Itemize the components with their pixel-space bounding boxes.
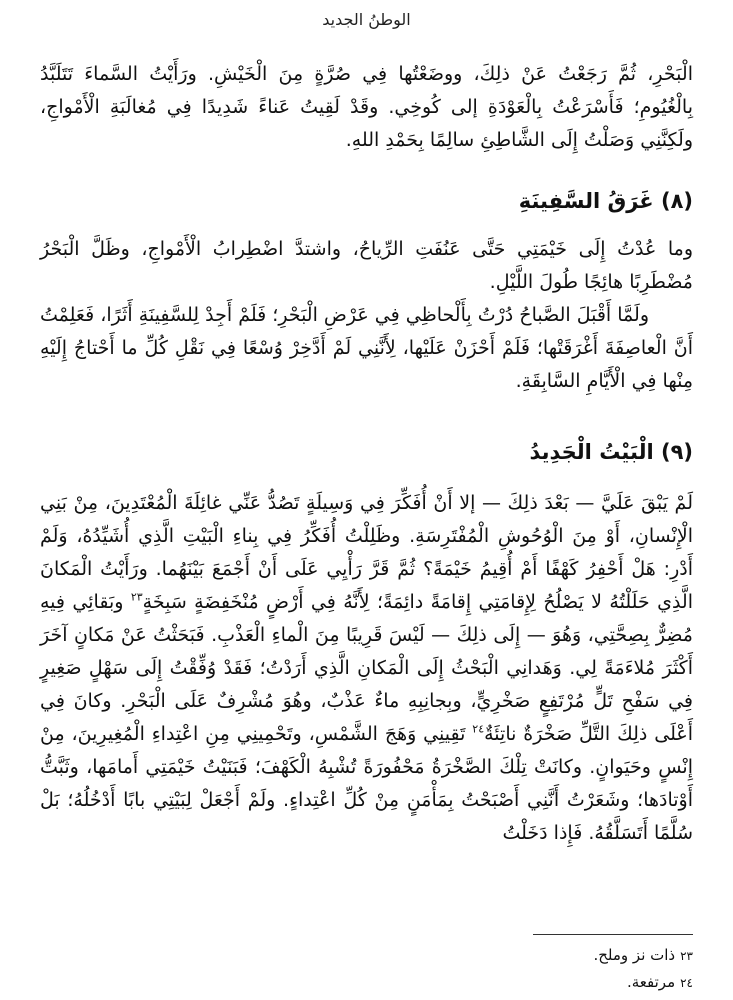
footnotes (40, 942, 693, 996)
section-heading-9: (٩) الْبَيْتُ الْجَدِيدُ (529, 440, 693, 464)
footnote-number: ٢٤ (680, 976, 693, 990)
paragraph-text-part: وبَقائِي فِيهِ مُضِرٌّ بِصِحَّتِي، وَهُوَ — إِلَى ذلِكَ — لَيْسَ قَرِيبًا مِنَ الْماءِ الْعَذْبِ. فَبَحَثْتُ عَنْ مَكانٍ آخَرَ أَكْثَرَ مُلاءَمَةً لِي. وَهَدانِي الْبَحْثُ إِلَى الْمَكانِ الَّذِي أَرَدْتُ؛ فَقَدْ وُفِّقْتُ إِلَى سَهْلٍ صَغِيرٍ فِي سَفْحِ تَلٍّ مُرْتَفِعٍ صَخْرِيٍّ، وبِجانِبِهِ ماءٌ عَذْبٌ، وهُوَ مُشْرِفٌ عَلَى الْبَحْرِ. وكانَ فِي أَعْلَى ذلِكَ التَّلِّ صَخْرَةٌ ناتِئَةٌ (40, 591, 693, 745)
body-text (40, 58, 693, 850)
paragraph-continuation: الْبَحْرِ، ثُمَّ رَجَعْتُ عَنْ ذلِكَ، ووضَعْتُها فِي صُرَّةٍ مِنَ الْخَيْشِ. ورَأَيْتُ السَّماءَ تَتَلَبَّدُ بِالْغُيُومِ؛ فَأَسْرَعْتُ بِالْعَوْدَةِ إلى كُوخِي. وقَدْ لَقِيتُ عَناءً شَدِيدًا فِي مُغالَبَةِ الْأَمْواجِ، ولَكِنَّنِي وَصَلْتُ إِلَى الشَّاطِئِ سالِمًا بِحَمْدِ اللهِ. (40, 63, 693, 151)
footnote-24 (40, 969, 693, 996)
running-header: الوطنُ الجديد (322, 10, 411, 29)
footnote-ref-24[interactable]: ٢٤ (472, 722, 485, 736)
paragraph-text-part: لَمْ يَبْقَ عَلَيَّ — بَعْدَ ذلِكَ — إلا أَنْ أُفَكِّرَ فِي وَسِيلَةٍ تَصُدُّ عَنِّي غائِلَةَ الْمُعْتَدِينَ، مِنْ بَنِي الْإِنْسانِ، أَوْ مِنَ الْوُحُوشِ الْمُفْتَرِسَةِ. وظَلِلْتُ أُفَكِّرُ فِي بِناءِ الْبَيْتِ الَّذِي أُشَيِّدُهُ، وَلَمْ أَدْرِ: هَلْ أَحْفِرُ كَهْفًا أَمْ أُقِيمُ خَيْمَةً؟ ثُمَّ قَرَّ رَأْيِي عَلَى أَنْ أَجْمَعَ بَيْنَهُما. ورَأَيْتُ الْمَكانَ الَّذِي حَلَلْتُهُ لا يَصْلُحُ لِإِقامَتِي إِقامَةً دائِمَةً؛ لِأَنَّهُ فِي أَرْضٍ مُنْخَفِضَةٍ سَبِخَةٍ (40, 492, 693, 613)
paragraph-new-house (40, 487, 693, 850)
footnote-number: ٢٣ (680, 949, 693, 963)
paragraph-text-part: تَقِينِي وَهَجَ الشَّمْسِ، وتَحْمِينِي مِنِ اعْتِداءِ الْمُغِيرِينَ، مِنْ إِنْسٍ وحَيَوانٍ. وكانَتْ تِلْكَ الصَّخْرَةُ مَحْفُورَةً تُشْبِهُ الْكَهْفَ؛ فَبَنَيْتُ خَيْمَتِي أَمامَها، وثَبَّتُّ أَوْتادَها؛ وشَعَرْتُ أَنَّنِي أَصْبَحْتُ بِمَأْمَنٍ مِنْ كُلِّ اعْتِداءٍ. ولَمْ أَجْعَلْ لِبَيْتِي بابًا أَدْخُلُهُ؛ بَلْ سُلَّمًا أَتَسَلَّقُهُ. فَإِذا دَخَلْتُ (40, 723, 693, 844)
footnote-divider (533, 934, 693, 935)
paragraph-ship-sunk: ولَمَّا أَقْبَلَ الصَّباحُ دُرْتُ بِأَلْحاظِي فِي عَرْضِ الْبَحْرِ؛ فَلَمْ أَجِدْ لِلسَّفِينَةِ أَثَرًا، فَعَلِمْتُ أَنَّ الْعاصِفَةَ أَغْرَقَتْها؛ فَلَمْ أَحْزَنْ عَلَيْها، لِأَنَّنِي لَمْ أَدَّخِرْ وُسْعًا فِي نَقْلِ كُلِّ ما أَحْتاجُ إِلَيْهِ مِنْها فِي الْأَيَّامِ السَّابِقَةِ. (40, 304, 693, 392)
paragraph-ship-storm: وما عُدْتُ إِلَى خَيْمَتِي حَتَّى عَنُفَتِ الرِّياحُ، واشتدَّ اضْطِرابُ الْأَمْواجِ، وظَلَّ الْبَحْرُ مُضْطَرِبًا هائِجًا طُولَ اللَّيْلِ. (40, 238, 693, 293)
footnote-ref-23[interactable]: ٢٣ (130, 590, 143, 604)
footnote-text: ذات نز وملح. (593, 946, 676, 964)
footnote-23 (40, 942, 693, 969)
footnote-text: مرتفعة. (626, 973, 676, 991)
section-heading-8: (٨) غَرَقُ السَّفِينَةِ (518, 189, 693, 213)
